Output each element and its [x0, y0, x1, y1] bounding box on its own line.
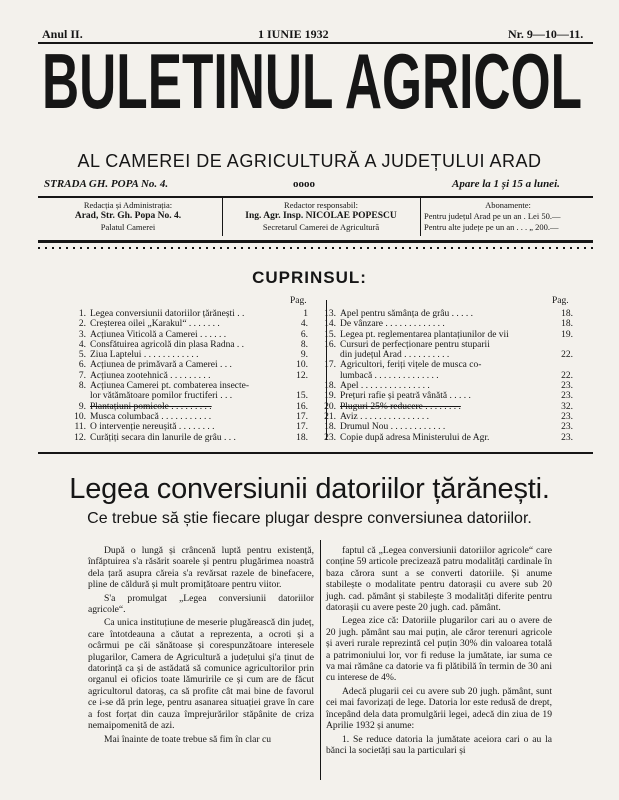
toc-item-title: Consfătuirea agricolă din plasa Radna . .	[90, 339, 245, 350]
admin-sub: Palatul Camerei	[100, 222, 156, 232]
toc-item-title: Creșterea oilei „Karakul“ . . . . . . .	[90, 319, 220, 330]
toc-item-page: 17.	[296, 411, 308, 422]
admin-label: Redacția și Administrația:	[83, 200, 173, 210]
toc-item-page: 1	[303, 309, 308, 319]
toc-item-page: 9.	[300, 350, 308, 361]
toc-title: CUPRINSUL:	[252, 268, 367, 287]
subs-label: Abonamente:	[485, 200, 531, 210]
admin-block	[38, 200, 218, 233]
toc-item	[318, 371, 573, 381]
toc-item	[318, 350, 573, 360]
toc-item-page: 18.	[296, 432, 308, 443]
editor-label: Redactor responsabil:	[284, 200, 358, 210]
toc-item-page: 23.	[561, 411, 573, 422]
article-paragraph: Legea zice că: Datoriile plugarilor cari au o avere de 20 jugh. pământ sau mai puțin, ale căror terenuri agricole și averi rurale reprezintă cel puțin 30% din valoarea totală a patrimoniului lor, vor fi reduse la jumătate, iar suma ce va mai rămâne ca datorie va fi plătibilă în termin de 30 ani cu interese de 4%.	[326, 615, 552, 684]
toc-item-title: lumbacă . . . . . . . . . . . . . .	[340, 370, 439, 381]
editor-sub: Secretarul Camerei de Agricultură	[262, 222, 380, 232]
toc-item	[68, 319, 308, 329]
toc-page-header-left: Pag.	[290, 296, 307, 306]
toc-item	[68, 422, 308, 432]
toc-item-page: 23.	[561, 432, 573, 443]
toc-item-title: O intervenție nereușită . . . . . . . .	[90, 422, 215, 433]
subscriptions-block	[424, 200, 592, 233]
toc-item-number: 6.	[78, 360, 86, 371]
toc-right-column	[318, 309, 573, 443]
year-label: Anul II.	[42, 27, 83, 41]
toc-item-number: 23.	[324, 432, 336, 443]
toc-item-title: Prețuri rafie și peatră vânătă . . . . .	[340, 391, 471, 402]
toc-item-page: 18.	[561, 319, 573, 330]
toc-item-title: Acțiunea Viticolă a Camerei . . . . . .	[90, 329, 227, 340]
toc-item-number: 8.	[78, 381, 86, 392]
toc-item-title: Musca columbacă . . . . . . . . . . .	[90, 411, 212, 422]
article-paragraph: După o lungă și crâncenă luptă pentru existență, înfăptuirea s'a răsărit soarele și pentru plugărimea noastră dela țară asupra căreia s'a revărsat razele de binefacere, pline de căldură și mult promițătoare pentru viitor.	[88, 545, 314, 591]
toc-item-title: Curățiți secara din lanurile de grâu . . .	[90, 432, 236, 443]
toc-item-page: 22.	[561, 370, 573, 381]
toc-item-title: Apel . . . . . . . . . . . . . . .	[340, 381, 430, 392]
info-rule-dots	[38, 247, 593, 249]
toc-item-page: 23.	[561, 422, 573, 433]
toc-item-title: Acțiunea de primăvară a Camerei . . .	[90, 360, 232, 371]
toc-item-title: De vânzare . . . . . . . . . . . . .	[340, 319, 445, 330]
toc-item-title: Copie după adresa Ministerului de Agr.	[340, 432, 490, 443]
toc-item-title: Legea pt. reglementarea plantațiunilor de vii	[340, 329, 509, 340]
toc-item-number: 13.	[324, 309, 336, 319]
toc-item-number: 15.	[324, 329, 336, 340]
toc-item-title: Acțiunea zootehnică . . . . . . . . .	[90, 370, 211, 381]
toc-item	[68, 391, 308, 401]
toc-item-number: 9.	[78, 401, 86, 412]
toc-item-page: 4.	[300, 319, 308, 330]
info-divider-2	[420, 198, 421, 236]
toc-item-title: Plantațiuni pomicole . . . . . . . . .	[90, 401, 212, 412]
toc-item-number: 10.	[74, 411, 86, 422]
admin-value: Arad, Str. Gh. Popa No. 4.	[74, 211, 182, 221]
toc-item	[318, 330, 573, 340]
toc-item-number: 19.	[324, 391, 336, 402]
article-column-1	[88, 545, 314, 747]
toc-item-page: 23.	[561, 391, 573, 402]
article-paragraph: S'a promulgat „Legea conversiunii datoriilor agricole“.	[88, 592, 314, 616]
toc-item	[318, 412, 573, 422]
toc-rule	[38, 452, 593, 454]
toc-item	[318, 340, 573, 350]
article-headline: Legea conversiunii datoriilor țărănești.	[69, 473, 550, 505]
toc-item-page: 18.	[561, 309, 573, 319]
toc-item-number: 5.	[78, 350, 86, 361]
editor-block	[226, 200, 416, 233]
toc-item	[318, 422, 573, 432]
toc-item-number: 21.	[324, 411, 336, 422]
article-paragraph: Ca unica instituțiune de meserie plugărească din județ, care întotdeauna a căutat a reprezenta, a ocroti și a ocârmui pe căi sănătoase și corespunzătoare interesele plugarilor, Camera de Agricultură a județului și'a ținut de datorință ca și de astădată să comunice agricultorilor prin organul ei oficios toate lămuririle ce și cum are de făcut agricultorul datoraș, ca să profite cât mai bine de favorul ce i-se dă prin lege, pentru asanarea situației grave în care a fost forțat din cauza împrejurărilor stăpânite de criza nemaipomenită de azi.	[88, 617, 314, 732]
toc-item-page: 22.	[561, 350, 573, 361]
toc-item-number: 20.	[324, 401, 336, 412]
toc-item	[318, 360, 573, 370]
column-divider	[320, 540, 321, 780]
toc-item-title: Ziua Laptelui . . . . . . . . . . . .	[90, 350, 199, 361]
toc-item-page: 12.	[296, 370, 308, 381]
toc-item-page: 6.	[300, 329, 308, 340]
toc-item-page: 16.	[296, 401, 308, 412]
masthead-title-text: BULETINUL AGRICOL	[42, 42, 582, 114]
toc-item-title: Apel pentru sămânța de grâu . . . . .	[340, 309, 473, 319]
toc-item	[68, 402, 308, 412]
toc-item-number: 12.	[74, 432, 86, 443]
toc-item-page: 19.	[561, 329, 573, 340]
toc-item	[318, 391, 573, 401]
toc-item	[68, 340, 308, 350]
toc-item	[68, 309, 308, 319]
toc-item-number: 7.	[78, 370, 86, 381]
toc-item	[318, 381, 573, 391]
toc-item-number: 3.	[78, 329, 86, 340]
article-paragraph: Adecă plugarii cei cu avere sub 20 jugh. pământ, sunt cei mai favorizați de lege. Datoria lor este redusă de drept, începând dela data promulgării legei, adecă din ziua de 19 Aprilie 1932 și anume:	[326, 685, 552, 732]
subs-line-2: Pentru alte județe pe un an . . . „ 200.—	[424, 222, 559, 232]
toc-item-number: 2.	[78, 319, 86, 330]
masthead-subtitle: AL CAMEREI DE AGRICULTURĂ A JUDEȚULUI ARAD	[77, 151, 542, 171]
article-subhead: Ce trebue să știe fiecare plugar despre conversiunea datoriilor.	[87, 510, 532, 527]
issue-label: Nr. 9—10—11.	[508, 27, 584, 41]
toc-item-number: 11.	[74, 422, 86, 433]
article-paragraph: 1. Se reduce datoria la jumătate aceiora cari o au la bănci la societăți sau la particulari și	[326, 733, 552, 756]
toc-item-number: 18.	[324, 422, 336, 433]
toc-item	[68, 433, 308, 443]
toc-item-number: 17.	[324, 360, 336, 371]
toc-item	[318, 433, 573, 443]
toc-item-title: Drumul Nou . . . . . . . . . . . .	[340, 422, 446, 433]
toc-item-number: 1.	[78, 309, 86, 319]
toc-item	[318, 319, 573, 329]
editor-value: Ing. Agr. Insp. NICOLAE POPESCU	[245, 211, 397, 221]
toc-item-page: 17.	[296, 422, 308, 433]
toc-item	[318, 402, 573, 412]
article-paragraph: Mai înainte de toate trebue să fim în clar cu	[104, 733, 272, 745]
article-column-2	[326, 545, 552, 758]
toc-item-page: 8.	[300, 339, 308, 350]
street-label: STRADA GH. POPA No. 4.	[44, 178, 169, 190]
toc-item	[68, 381, 308, 391]
toc-item	[68, 350, 308, 360]
toc-item-title: lor vătămătoare pomilor fructiferi . . .	[90, 391, 233, 402]
toc-item-number: 4.	[78, 339, 86, 350]
toc-item	[68, 360, 308, 370]
toc-item-title: Legea conversiunii datoriilor țărănești . .	[90, 309, 245, 319]
info-divider-1	[222, 198, 223, 236]
toc-item-page: 15.	[296, 391, 308, 402]
toc-item-title: din județul Arad . . . . . . . . . .	[340, 350, 450, 361]
ornament: oooo	[293, 178, 315, 190]
toc-item-number: 16.	[324, 339, 336, 350]
toc-item-number: 14.	[324, 319, 336, 330]
toc-item-page: 32.	[561, 401, 573, 412]
toc-item-title: Cursuri de perfecționare pentru stuparii	[340, 339, 490, 350]
masthead-title	[38, 42, 586, 114]
date-label: 1 IUNIE 1932	[258, 27, 329, 41]
toc-item-title: Aviz . . . . . . . . . . . . . . .	[340, 411, 430, 422]
toc-left-column	[68, 309, 308, 443]
toc-item	[68, 330, 308, 340]
frequency-label: Apare la 1 și 15 a lunei.	[452, 178, 560, 190]
toc-page-header-right: Pag.	[552, 296, 569, 306]
toc-item-number: 18.	[324, 381, 336, 392]
subs-line-1: Pentru județul Arad pe un an . Lei 50.—	[424, 211, 561, 221]
toc-item	[318, 309, 573, 319]
info-rule-top	[38, 196, 593, 198]
toc-item-title: Agricultori, feriți vițele de musca co-	[340, 360, 482, 371]
toc-item-title: Pluguri 25% reducere . . . . . . . .	[340, 401, 461, 412]
toc-item-page: 23.	[561, 381, 573, 392]
info-rule-bottom	[38, 240, 593, 243]
toc-item-page: 10.	[296, 360, 308, 371]
toc-item-title: Acțiunea Camerei pt. combaterea insecte-	[90, 381, 250, 392]
toc-item	[68, 371, 308, 381]
toc-item	[68, 412, 308, 422]
article-paragraph: faptul că „Legea conversiunii datoriilor agricole“ care conține 59 articole precizează patru modalități cardinale în baza cărora sunt a se converti datoriile. Și anume stabilește o modalitate pentru datorașii cu avere sub 20 jugh. cad. pământ și stabilește 3 modalități diferite pentru datorașii cu avere peste 20 jugh. cad. pământ.	[326, 545, 552, 614]
